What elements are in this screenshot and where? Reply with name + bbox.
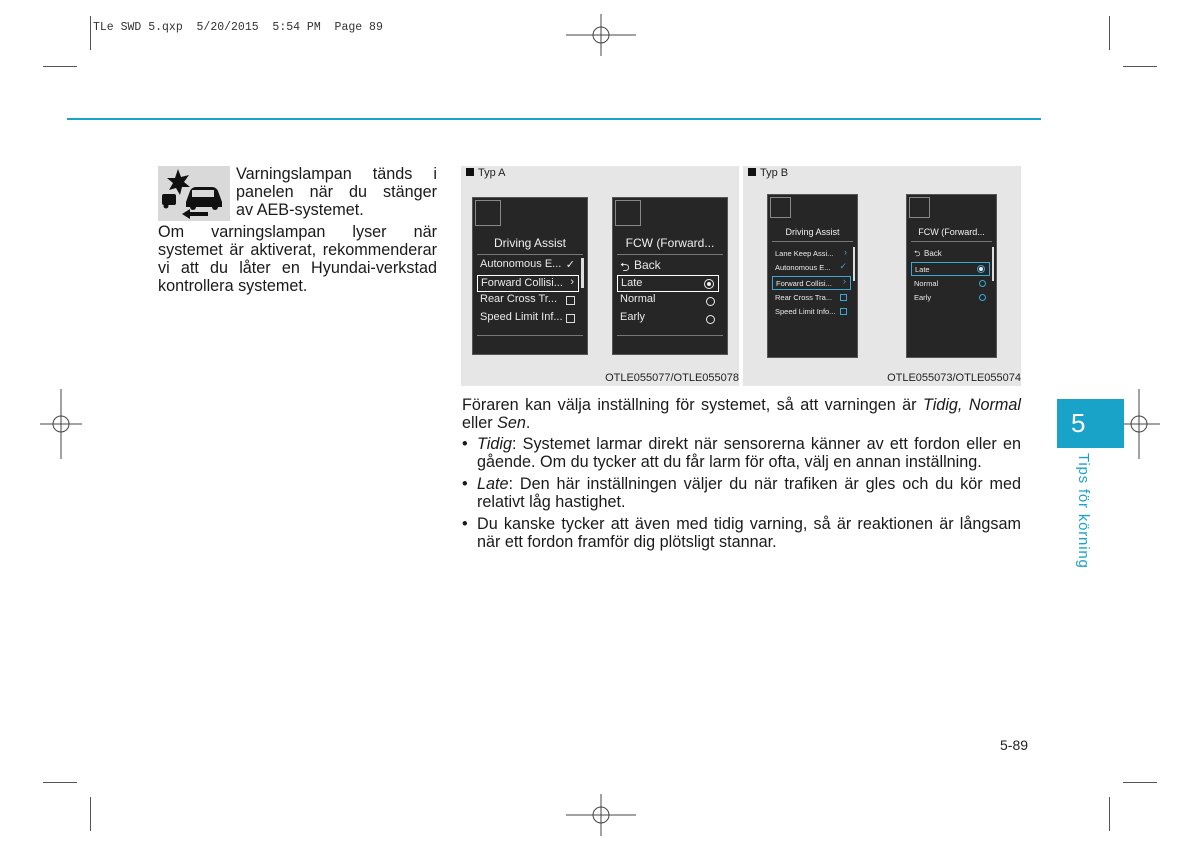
- radio-icon: [706, 315, 715, 324]
- aeb-warning-light-icon: [158, 166, 230, 221]
- crop-mark: [1109, 797, 1110, 831]
- menu-item[interactable]: [772, 247, 851, 261]
- menu-item-label: Forward Collisi...: [481, 277, 563, 289]
- screen-title: Driving Assist: [493, 236, 567, 250]
- screen-divider: [911, 241, 992, 242]
- warning-paragraph: Om varningslampan lyser när systemet är aktiverat, rekommenderar vi att du låter en Hyundai-verkstad kontrollera systemet.: [158, 223, 437, 295]
- menu-item-label: Speed Limit Info...: [775, 307, 836, 316]
- left-column: [158, 165, 437, 295]
- list-item: [462, 475, 1021, 511]
- chevron-right-icon: ›: [844, 247, 847, 257]
- figure-panel-typ-a: [461, 166, 739, 386]
- menu-item[interactable]: [477, 293, 579, 310]
- screen-divider: [617, 335, 723, 336]
- checkbox-icon: [566, 296, 575, 305]
- page-number: 5-89: [1000, 737, 1029, 753]
- bullet: •: [462, 435, 468, 453]
- chevron-right-icon: ›: [570, 276, 574, 288]
- crop-mark: [90, 797, 91, 831]
- option-label: Late: [915, 265, 930, 274]
- back-label: Back: [634, 258, 661, 272]
- cluster-screen-fcw: [612, 197, 728, 355]
- screen-title: FCW (Forward...: [918, 227, 985, 237]
- checkbox-icon: [840, 294, 847, 301]
- screen-divider: [477, 254, 583, 255]
- list-item-text: : Systemet larmar direkt när sensorerna känner av ett fordon eller en gående. Om du tycker att du får larm för ofta, välj en annan inställning.: [477, 435, 1021, 471]
- chapter-number: 5: [1071, 408, 1086, 438]
- scrollbar[interactable]: [992, 247, 994, 281]
- option-late[interactable]: [911, 262, 990, 276]
- screen-icon-slot: [770, 197, 791, 218]
- intro-text: .: [525, 414, 531, 432]
- figure-panel-typ-b: [743, 166, 1021, 386]
- menu-item[interactable]: [772, 305, 851, 319]
- figure-label-text: Typ B: [760, 167, 789, 179]
- chapter-title-text: Tips för körning: [1075, 453, 1092, 569]
- cluster-screen-fcw: [906, 194, 997, 358]
- option-late[interactable]: [617, 275, 719, 292]
- registration-mark-icon: [40, 389, 82, 459]
- menu-item-label: Rear Cross Tr...: [480, 293, 558, 305]
- header-rule: [67, 118, 1041, 120]
- option-label: Normal: [914, 279, 939, 288]
- figure-label: [466, 167, 506, 179]
- screen-icon-slot: [615, 200, 641, 226]
- option-label: Late: [621, 277, 643, 289]
- crop-mark: [1123, 66, 1157, 67]
- checkbox-icon: [840, 308, 847, 315]
- square-bullet-icon: [748, 168, 756, 176]
- intro-text: eller: [462, 414, 498, 432]
- print-slug: TLe SWD 5.qxp 5/20/2015 5:54 PM Page 89: [93, 21, 383, 34]
- screen-icon-slot: [909, 197, 930, 218]
- option-normal[interactable]: [617, 293, 719, 310]
- menu-item[interactable]: [477, 258, 579, 275]
- chapter-title: [1076, 453, 1096, 573]
- back-arrow-icon: ⮌: [914, 249, 921, 258]
- back-item[interactable]: [911, 247, 990, 261]
- setting-list: [462, 435, 1021, 551]
- list-item-emphasis: Late: [477, 475, 509, 493]
- list-item: [462, 515, 1021, 551]
- bullet: •: [462, 475, 468, 493]
- intro-text: Föraren kan välja inställning för systemet, så att varningen är: [462, 396, 923, 414]
- registration-mark-icon: [566, 794, 636, 836]
- option-label: Early: [620, 311, 646, 323]
- scrollbar[interactable]: [581, 258, 584, 288]
- option-early[interactable]: [617, 311, 719, 328]
- screen-divider: [477, 335, 583, 336]
- warning-light-description: [236, 165, 437, 219]
- crop-mark: [43, 66, 77, 67]
- screen-divider: [772, 241, 853, 242]
- menu-item[interactable]: [772, 291, 851, 305]
- list-item: [462, 435, 1021, 471]
- menu-item-label: Lane Keep Assi...: [775, 249, 834, 258]
- menu-item[interactable]: [477, 311, 579, 328]
- crop-mark: [1109, 16, 1110, 50]
- figure-caption: OTLE055073/OTLE055074: [887, 372, 1021, 384]
- crop-mark: [43, 782, 77, 783]
- figure-label: [748, 167, 788, 179]
- intro-emphasis: Sen: [497, 414, 526, 432]
- menu-item[interactable]: [772, 261, 851, 275]
- cluster-screen-driving-assist: [472, 197, 588, 355]
- figure-label-text: Typ A: [478, 167, 506, 179]
- registration-mark-icon: [566, 14, 636, 56]
- screen-divider: [617, 254, 723, 255]
- back-item[interactable]: [617, 258, 719, 275]
- menu-item-label: Speed Limit Inf...: [480, 311, 563, 323]
- list-item-text: : Den här inställningen väljer du när trafiken är gles och du kör med relativt låg hastighet.: [477, 475, 1021, 511]
- option-early[interactable]: [911, 291, 990, 305]
- warning-line: Varningslampan tänds i: [236, 165, 437, 183]
- radio-icon: [706, 297, 715, 306]
- check-icon: ✓: [839, 261, 847, 271]
- option-label: Early: [914, 293, 932, 302]
- check-icon: ✓: [565, 259, 575, 271]
- menu-item-label: Rear Cross Tra...: [775, 293, 833, 302]
- warning-line: av AEB-systemet.: [236, 201, 364, 219]
- option-normal[interactable]: [911, 277, 990, 291]
- menu-item-selected[interactable]: [772, 276, 851, 290]
- screen-title: FCW (Forward...: [625, 236, 715, 250]
- menu-item-label: Forward Collisi...: [776, 279, 832, 288]
- option-label: Normal: [620, 293, 656, 305]
- menu-item-label: Autonomous E...: [775, 263, 831, 272]
- cluster-screen-driving-assist: [767, 194, 858, 358]
- crop-mark: [1123, 782, 1157, 783]
- intro-emphasis: Tidig, Normal: [922, 396, 1021, 414]
- chapter-tab: [1057, 399, 1124, 448]
- list-item-emphasis: Tidig: [477, 435, 512, 453]
- radio-selected-icon: [704, 279, 714, 289]
- scrollbar[interactable]: [853, 247, 855, 281]
- checkbox-icon: [566, 314, 575, 323]
- screen-title: Driving Assist: [785, 227, 840, 237]
- crop-mark: [90, 16, 91, 50]
- screen-icon-slot: [475, 200, 501, 226]
- radio-icon: [979, 294, 986, 301]
- list-item-text: Du kanske tycker att även med tidig varning, så är reaktionen är långsam när ett fordon framför dig plötsligt stannar.: [477, 515, 1021, 551]
- back-arrow-icon: ⮌: [620, 260, 630, 274]
- radio-icon: [979, 280, 986, 287]
- warning-line: panelen när du stänger: [236, 183, 437, 201]
- radio-selected-icon: [977, 265, 985, 273]
- chevron-right-icon: ›: [843, 276, 846, 286]
- main-text: [462, 396, 1021, 554]
- intro-paragraph: [462, 396, 1021, 432]
- menu-item-label: Autonomous E...: [480, 258, 562, 270]
- registration-mark-icon: [1118, 389, 1160, 459]
- square-bullet-icon: [466, 168, 474, 176]
- figure-caption: OTLE055077/OTLE055078: [605, 372, 739, 384]
- menu-item-selected[interactable]: [477, 275, 579, 292]
- back-label: Back: [924, 249, 942, 258]
- bullet: •: [462, 515, 468, 533]
